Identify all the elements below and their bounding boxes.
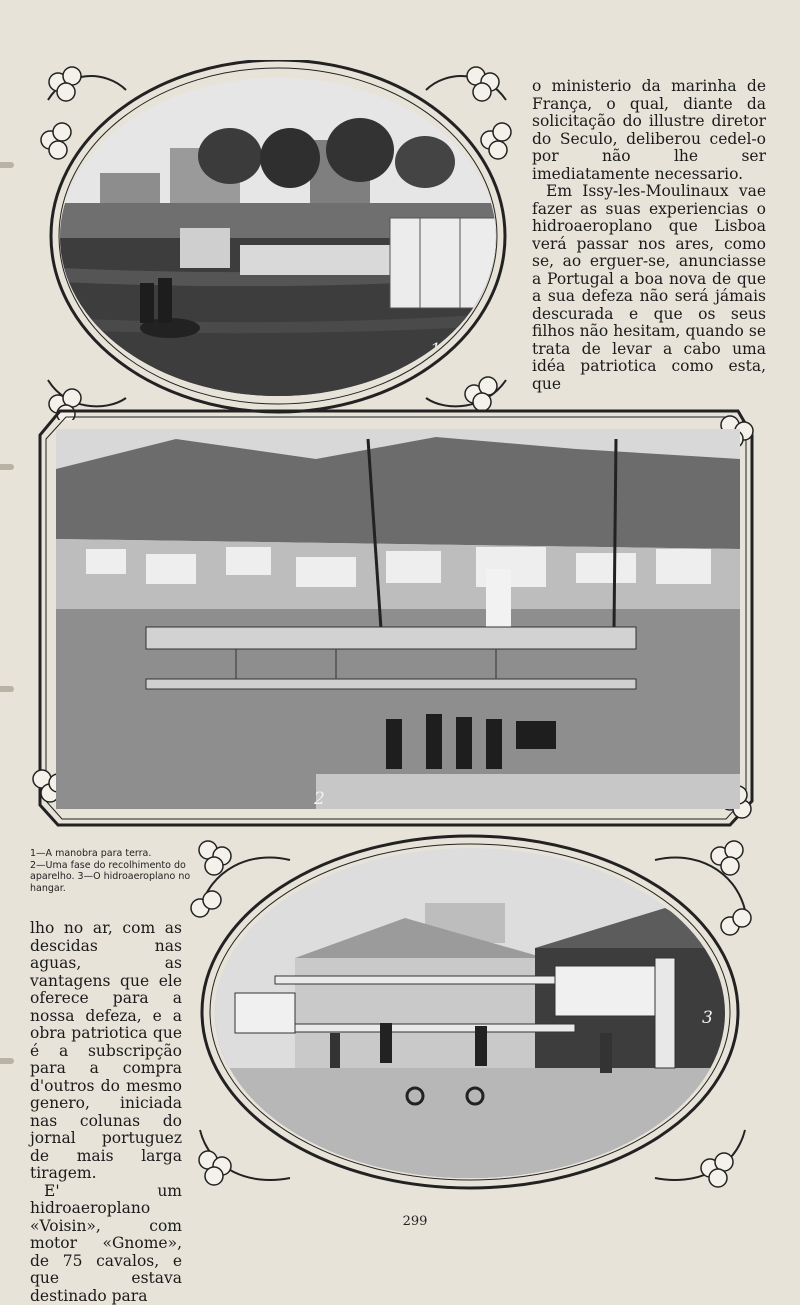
photo-number-2: 2 [314, 789, 325, 809]
paragraph: lho no ar, com as descidas nas aguas, as vantagens que ele oferece para a nossa defeza, e a obra patriotica que é a subscripção para a compra d'outros do mesmo genero, iniciada nas colunas do jornal portuguez de mais larga tiragem. [30, 920, 182, 1183]
photo-seaplane-hangar [215, 848, 725, 1178]
paragraph: Em Issy-les-Moulinaux vae fazer as suas experiencias o hidroaeroplano que Lisboa verá passar nos ares, como se, ao erguer-se, anunciasse a Portugal a boa nova de que a sua defeza não será jámais descurada e que os seus filhos não hesitam, quando se trata de levar a cabo uma idéa patriotica como esta, que [532, 183, 766, 393]
page-number: 299 [0, 1214, 800, 1229]
binding-hole [0, 464, 14, 470]
article-column-top-right [532, 78, 766, 393]
photo-seaplane-maneuver [60, 78, 496, 396]
photo-number-1: 1 [430, 340, 441, 360]
photo-2-frame [30, 405, 768, 835]
photo-seaplane-recovery [56, 429, 740, 809]
caption-line: 1—A manobra para terra. [30, 848, 200, 860]
article-column-bottom-left [30, 920, 182, 1305]
photo-captions [30, 848, 200, 894]
paragraph: E' um hidroaeroplano «Voisin», com motor «Gnome», de 75 cavalos, e que estava destinado para [30, 1183, 182, 1305]
photo-3-frame [190, 830, 755, 1195]
caption-line: 2—Uma fase do recolhimento do aparelho. 3—O hidroaeroplano no hangar. [30, 860, 200, 895]
binding-hole [0, 1058, 14, 1064]
binding-hole [0, 686, 14, 692]
binding-hole [0, 162, 14, 168]
photo-number-3: 3 [702, 1008, 713, 1028]
photo-1-frame [36, 60, 516, 420]
paragraph: o ministerio da marinha de França, o qual, diante da solicitação do illustre diretor do Seculo, deliberou cedel-o por não lhe ser imediatamente necessario. [532, 78, 766, 183]
